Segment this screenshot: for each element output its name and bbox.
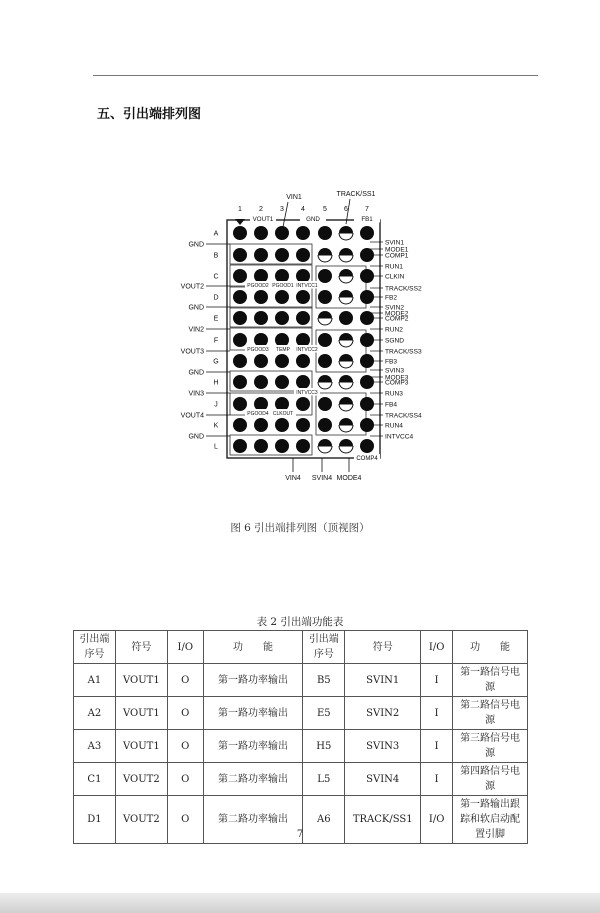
right-label: FB3 [385, 358, 398, 366]
column-label: 1 [238, 206, 242, 213]
table-cell: H5 [303, 730, 345, 763]
header-function: 功 能 [203, 631, 303, 664]
inner-label: GND [306, 216, 320, 223]
right-label: RUN2 [385, 326, 403, 334]
inner-label: CLKOUT [272, 411, 294, 417]
pin-ball [296, 439, 310, 453]
row-label: A [213, 230, 219, 238]
pin-ball [275, 333, 289, 347]
table-cell: VOUT2 [115, 763, 167, 796]
pin-ball [233, 269, 247, 283]
left-label: VOUT4 [180, 412, 204, 420]
right-label: MODE3 [385, 374, 409, 382]
inner-label: VOUT1 [252, 216, 274, 223]
table-cell: A1 [74, 664, 116, 697]
table-cell: TRACK/SS1 [345, 796, 421, 844]
table-cell: 第一路功率输出 [203, 697, 303, 730]
right-label: SVIN3 [385, 367, 405, 375]
table-header-row [74, 631, 528, 664]
left-label: GND [188, 241, 204, 249]
right-label: FB4 [385, 401, 398, 409]
pin-ball [339, 311, 353, 325]
row-label: F [213, 337, 219, 345]
pin-ball [275, 311, 289, 325]
table-cell: 第一路功率输出 [203, 730, 303, 763]
right-label: COMP1 [385, 252, 409, 260]
table-cell: SVIN2 [345, 697, 421, 730]
pin-ball [296, 375, 310, 389]
pin-function-table [73, 630, 528, 844]
inner-label: INTVCC1 [296, 283, 318, 289]
pin-ball [254, 248, 268, 262]
table-cell: E5 [303, 697, 345, 730]
bottom-label: SVIN4 [311, 475, 333, 482]
pin-ball [254, 439, 268, 453]
table-cell: A6 [303, 796, 345, 844]
header-symbol-2: 符号 [345, 631, 421, 664]
right-label: FB2 [385, 294, 398, 302]
header-symbol: 符号 [115, 631, 167, 664]
pin-ball [254, 418, 268, 432]
column-label: 6 [344, 206, 348, 213]
table-cell: O [167, 796, 203, 844]
table-cell: B5 [303, 664, 345, 697]
row-label: E [213, 315, 219, 323]
inner-label: INTVCC3 [296, 390, 318, 396]
pin-ball [318, 397, 332, 411]
header-io: I/O [167, 631, 203, 664]
pin-ball [296, 269, 310, 283]
bottom-label: MODE4 [336, 475, 362, 482]
right-label: SVIN2 [385, 304, 405, 312]
pin-ball [275, 248, 289, 262]
top-label: VIN1 [286, 194, 302, 201]
right-label: MODE1 [385, 246, 409, 254]
pin-ball [318, 354, 332, 368]
right-label: MODE2 [385, 310, 409, 318]
table-cell: VOUT1 [115, 730, 167, 763]
pin-ball [254, 354, 268, 368]
pin-ball [254, 397, 268, 411]
row-label: G [213, 358, 219, 366]
right-label: TRACK/SS2 [385, 285, 422, 293]
table-cell: L5 [303, 763, 345, 796]
pin-ball [318, 269, 332, 283]
table-cell: O [167, 664, 203, 697]
right-label: RUN1 [385, 263, 403, 271]
row-label: B [213, 252, 219, 260]
figure-caption: 图 6 引出端排列图（顶视图） [230, 522, 370, 534]
column-label: 4 [301, 206, 305, 213]
pin-ball [296, 248, 310, 262]
row-label: K [213, 422, 219, 430]
pin-ball [296, 418, 310, 432]
pin-ball [233, 354, 247, 368]
right-label: SGND [385, 337, 405, 345]
left-label: GND [188, 369, 204, 377]
right-label: SVIN1 [385, 239, 405, 247]
pin-ball [254, 333, 268, 347]
top-label: TRACK/SS1 [336, 191, 376, 198]
pin-ball [233, 333, 247, 347]
inner-label: FB1 [361, 216, 373, 223]
right-label: TRACK/SS3 [385, 348, 422, 356]
pin-ball [233, 418, 247, 432]
table-cell: I [421, 730, 453, 763]
column-label: 2 [259, 206, 263, 213]
pin-ball [233, 248, 247, 262]
pin-ball [318, 418, 332, 432]
pin-ball [296, 311, 310, 325]
table-cell: A2 [74, 697, 116, 730]
inner-label: COMP4 [356, 456, 378, 462]
table-cell: VOUT1 [115, 664, 167, 697]
right-label: COMP3 [385, 379, 409, 387]
left-label: VOUT3 [180, 348, 204, 356]
pin-ball [275, 439, 289, 453]
bottom-label: VIN4 [285, 475, 301, 482]
pin-ball [275, 418, 289, 432]
pin-ball [275, 269, 289, 283]
header-io-2: I/O [421, 631, 453, 664]
pin-ball [275, 354, 289, 368]
right-label: RUN3 [385, 390, 403, 398]
table-cell: I [421, 763, 453, 796]
table-cell: I [421, 664, 453, 697]
section-title: 五、引出端排列图 [97, 107, 202, 122]
pin-ball [318, 290, 332, 304]
table-cell: 第二路功率输出 [203, 796, 303, 844]
table-cell: D1 [74, 796, 116, 844]
pin-ball [296, 397, 310, 411]
pin-ball [254, 269, 268, 283]
left-label: VIN2 [188, 326, 204, 334]
inner-label: TEMP [276, 347, 290, 353]
pin-ball [296, 226, 310, 240]
pin-ball [275, 290, 289, 304]
inner-label: PGOOD3 [247, 347, 269, 353]
pin-ball [233, 397, 247, 411]
left-label: GND [188, 433, 204, 441]
header-function-2: 功 能 [453, 631, 528, 664]
column-label: 5 [323, 206, 327, 213]
pin-ball [254, 290, 268, 304]
pin-ball [275, 375, 289, 389]
row-label: H [213, 379, 219, 387]
inner-label: PGOOD4 [247, 411, 269, 417]
pin-ball [275, 397, 289, 411]
table-cell: 第二路功率输出 [203, 763, 303, 796]
column-label: 7 [365, 206, 369, 213]
right-label: COMP2 [385, 315, 409, 323]
pin-ball [233, 226, 247, 240]
table-row [74, 697, 528, 730]
table-cell: I [421, 697, 453, 730]
column-label: 3 [280, 206, 284, 213]
table-cell: 第三路信号电源 [453, 730, 528, 763]
table-cell: SVIN3 [345, 730, 421, 763]
row-label: L [214, 443, 218, 451]
left-label: GND [188, 304, 204, 312]
pin-ball [360, 226, 374, 240]
right-label: RUN4 [385, 422, 403, 430]
pin-ball [275, 226, 289, 240]
left-label: VIN3 [188, 390, 204, 398]
inner-label: INTVCC2 [296, 347, 318, 353]
table-cell: VOUT2 [115, 796, 167, 844]
pin-ball [360, 439, 374, 453]
row-label: D [213, 294, 219, 302]
table-cell: C1 [74, 763, 116, 796]
right-label: INTVCC4 [385, 433, 414, 441]
table-cell: A3 [74, 730, 116, 763]
pin-ball [254, 226, 268, 240]
table-cell: I/O [421, 796, 453, 844]
pin-ball [318, 333, 332, 347]
page-number: 7 [296, 829, 304, 840]
table-row [74, 730, 528, 763]
table-cell: 第二路信号电源 [453, 697, 528, 730]
table-row [74, 763, 528, 796]
pin-ball [233, 290, 247, 304]
header-pin-no: 引出端序号 [74, 631, 116, 664]
inner-label: PGOOD2 [247, 283, 269, 289]
left-label: VOUT2 [180, 283, 204, 291]
pin-ball [296, 354, 310, 368]
pin-ball [296, 333, 310, 347]
row-label: J [214, 401, 218, 409]
pin-ball [254, 375, 268, 389]
pin-ball [254, 311, 268, 325]
pin1-marker [235, 219, 245, 225]
table-cell: O [167, 697, 203, 730]
table-caption: 表 2 引出端功能表 [256, 616, 344, 628]
row-label: C [213, 273, 219, 281]
right-label: TRACK/SS4 [385, 412, 422, 420]
table-cell: VOUT1 [115, 697, 167, 730]
table-cell: SVIN4 [345, 763, 421, 796]
inner-label: PGOOD1 [272, 283, 294, 289]
right-label: CLKIN [385, 273, 405, 281]
table-cell: O [167, 730, 203, 763]
pin-ball [233, 439, 247, 453]
table-cell: 第四路信号电源 [453, 763, 528, 796]
page-bottom-edge [0, 893, 600, 913]
header-pin-no-2: 引出端序号 [303, 631, 345, 664]
table-cell: O [167, 763, 203, 796]
table-cell: SVIN1 [345, 664, 421, 697]
table-cell: 第一路输出跟踪和软启动配置引脚 [453, 796, 528, 844]
pin-ball [233, 311, 247, 325]
table-cell: 第一路信号电源 [453, 664, 528, 697]
pin-ball [318, 226, 332, 240]
pin-ball [233, 375, 247, 389]
table-row [74, 664, 528, 697]
table-cell: 第一路功率输出 [203, 664, 303, 697]
pin-ball [296, 290, 310, 304]
